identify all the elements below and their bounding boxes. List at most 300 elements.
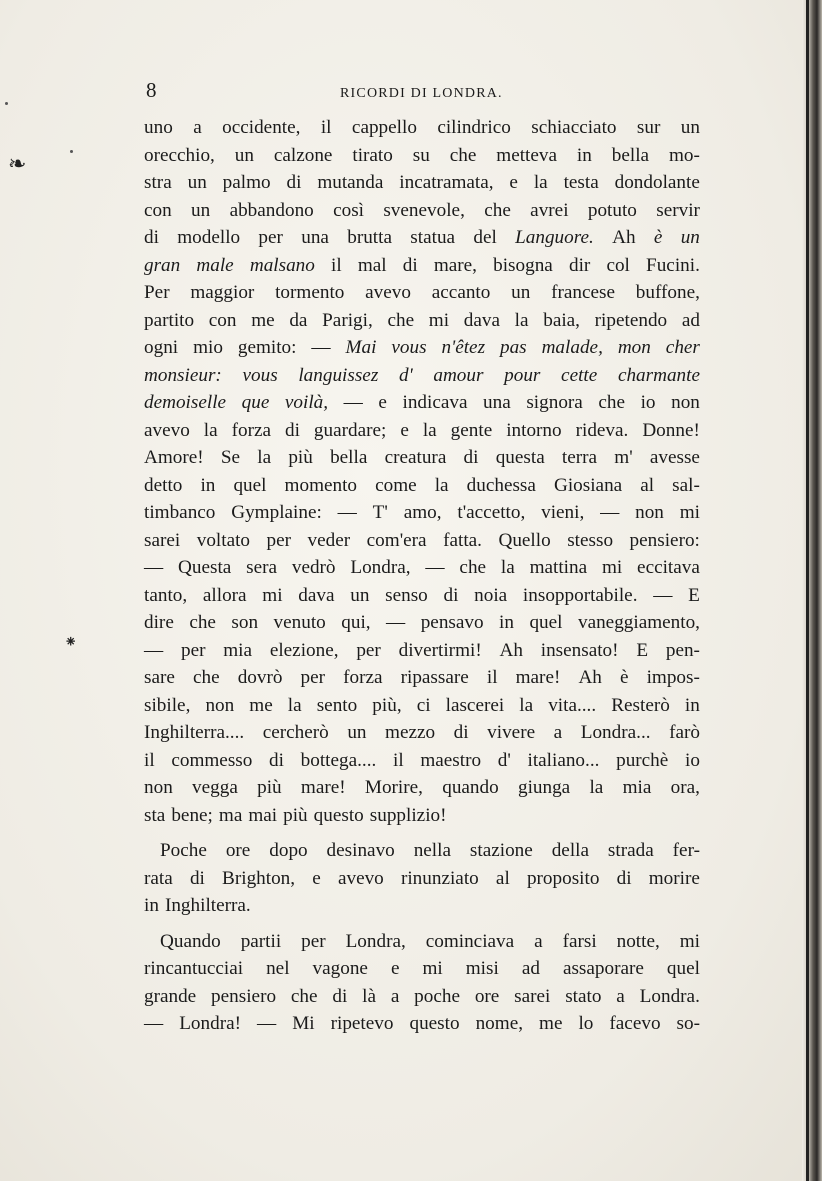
word: servir: [656, 199, 700, 221]
text-line: [144, 224, 700, 252]
word: ore: [474, 985, 500, 1007]
text-line: [144, 692, 700, 720]
word: noia: [474, 584, 508, 606]
word: in: [684, 694, 700, 716]
word: pensiero: [211, 985, 277, 1007]
word: Morire,: [364, 777, 423, 798]
word: non: [671, 392, 700, 413]
word: di: [616, 867, 632, 889]
word: cette: [561, 364, 598, 386]
word: senso: [385, 584, 428, 606]
word: avevo: [144, 419, 190, 441]
margin-ink-mark: ❧: [8, 152, 27, 177]
word: il: [331, 254, 342, 276]
paragraph-gap: [144, 920, 700, 928]
word: un: [350, 584, 370, 606]
word: Amore!: [144, 447, 204, 468]
word: avesse: [649, 447, 700, 468]
word: e: [509, 172, 518, 193]
word: m': [614, 447, 633, 468]
word: che: [598, 392, 626, 413]
word: facevo: [609, 1013, 661, 1034]
word: di: [144, 227, 159, 248]
book-spine: [802, 0, 822, 1181]
word: di: [269, 749, 284, 771]
word: terra: [561, 447, 598, 468]
word: che: [449, 144, 477, 166]
word: questa: [495, 447, 545, 468]
word: que: [241, 392, 270, 413]
word: la: [589, 777, 604, 798]
word: sento: [316, 694, 358, 716]
word: stato: [565, 985, 602, 1007]
word: su: [412, 144, 430, 166]
word: Inghilterra.: [164, 895, 251, 916]
word: quando: [442, 777, 499, 798]
word: bene;: [171, 804, 213, 826]
word: ci: [416, 694, 431, 716]
word: Parigi,: [322, 309, 373, 331]
word: duchessa: [466, 474, 536, 496]
word: —: [257, 1013, 277, 1034]
text-line: [144, 983, 700, 1011]
word: assaporare: [562, 958, 644, 979]
word: un: [680, 117, 700, 138]
text-line: [144, 554, 700, 582]
word: un: [234, 144, 254, 166]
word: la: [203, 419, 218, 441]
word: la: [434, 474, 449, 496]
word: supplizio!: [369, 804, 447, 826]
word: quel: [666, 958, 700, 979]
running-title: RICORDI DI LONDRA.: [340, 86, 503, 101]
word: con: [208, 309, 237, 331]
paragraph-gap: [144, 829, 700, 837]
word: nel: [266, 958, 290, 979]
word: ogni: [144, 337, 179, 358]
word: Londra...: [580, 722, 651, 743]
word: rinunziato: [400, 867, 479, 889]
word: male: [196, 254, 234, 276]
text-line: [144, 664, 700, 692]
word: —: [311, 337, 331, 358]
word: mi: [262, 584, 283, 606]
word: pen-: [665, 639, 700, 661]
word: me: [249, 694, 273, 716]
word: svenevole,: [383, 199, 465, 221]
word: gemito:: [237, 337, 297, 358]
word: proposito: [526, 867, 600, 889]
word: avrei: [530, 199, 569, 221]
word: calzone: [273, 144, 333, 166]
word: ripetendo: [594, 309, 668, 331]
word: sibile,: [144, 694, 191, 716]
word: Mi: [292, 1013, 315, 1034]
word: forza: [231, 419, 272, 441]
word: abbandono: [229, 199, 314, 221]
word: mare!: [515, 667, 561, 688]
word: so-: [676, 1013, 700, 1034]
word: avevo: [365, 282, 411, 303]
word: maggior: [190, 282, 255, 303]
word: —: [600, 502, 620, 523]
word: vaneggiamento,: [577, 612, 700, 633]
word: quel: [529, 612, 563, 633]
word: Quello: [498, 529, 551, 551]
word: bella: [611, 144, 650, 166]
word: statua: [410, 227, 456, 248]
word: non: [144, 777, 173, 798]
word: Quando: [160, 930, 221, 952]
word: demoiselle: [144, 392, 227, 413]
word: cher: [665, 337, 700, 358]
text-line: [144, 334, 700, 362]
word: sarei: [144, 529, 181, 551]
word: francese: [551, 282, 616, 303]
text-line: [144, 142, 700, 170]
text-line: [144, 472, 700, 500]
word: del: [473, 227, 497, 248]
word: Ah: [578, 667, 602, 688]
text-line: [144, 499, 700, 527]
word: farsi: [562, 930, 597, 952]
word: al: [495, 867, 510, 889]
word: baia,: [543, 309, 580, 331]
word: eccitava: [637, 557, 700, 578]
word: in: [499, 612, 514, 633]
word: la: [533, 172, 548, 193]
word: bottega....: [300, 749, 377, 771]
word: palmo: [222, 172, 271, 193]
word: momento: [284, 474, 358, 496]
word: che: [192, 667, 220, 688]
word: mare!: [300, 777, 346, 798]
word: pour: [504, 364, 541, 386]
word: un: [511, 282, 531, 303]
word: di: [443, 584, 459, 606]
word: mare,: [433, 254, 477, 276]
word: dir: [568, 254, 591, 276]
word: mi: [679, 502, 700, 523]
word: d': [398, 364, 413, 386]
word: bisogna: [493, 254, 553, 276]
word: dava: [298, 584, 335, 606]
word: fer-: [672, 840, 700, 861]
word: Londra!: [179, 1013, 241, 1034]
word: mezzo: [385, 722, 436, 743]
text-line: [144, 802, 700, 830]
word: come: [375, 474, 417, 496]
word: n'êtez: [441, 337, 486, 358]
word: a: [193, 117, 202, 138]
text-line: [144, 169, 700, 197]
word: —: [653, 584, 673, 606]
word: vita....: [548, 694, 597, 716]
text-line: [144, 582, 700, 610]
word: vedrò: [291, 557, 336, 578]
word: sera: [246, 557, 278, 578]
word: per: [180, 639, 206, 661]
text-line: [144, 1010, 700, 1038]
word: a: [616, 985, 625, 1007]
word: cominciava: [425, 930, 515, 952]
text-line: [144, 609, 700, 637]
word: gente: [450, 419, 493, 441]
word: creatura: [384, 447, 447, 468]
text-line: [144, 279, 700, 307]
word: potuto: [587, 199, 637, 221]
word: di: [286, 172, 302, 193]
word: Gymplaine:: [231, 502, 322, 523]
page-header: [146, 74, 702, 106]
word: mon: [617, 337, 651, 358]
word: ad: [681, 309, 700, 331]
word: Fucini.: [646, 254, 700, 276]
text-line: [144, 928, 700, 956]
word: E: [688, 584, 700, 606]
word: metteva: [496, 144, 558, 166]
word: amour: [433, 364, 484, 386]
text-line: [144, 719, 700, 747]
word: per: [301, 930, 326, 952]
word: vieni,: [541, 502, 585, 523]
word: che: [484, 199, 511, 221]
word: io: [640, 392, 656, 413]
word: modello: [177, 227, 241, 248]
word: nome,: [475, 1013, 524, 1034]
word: là: [362, 985, 376, 1007]
word: ripassare: [400, 667, 469, 688]
word: Questa: [178, 557, 232, 578]
text-line: [144, 955, 700, 983]
word: sta: [144, 804, 166, 826]
body-text: [144, 114, 700, 1038]
word: di: [285, 419, 300, 441]
word: tormento: [275, 282, 345, 303]
word: pensiero:: [629, 529, 700, 551]
word: son: [231, 612, 259, 633]
word: è: [653, 227, 663, 248]
word: Giosiana: [553, 474, 623, 496]
word: ora,: [670, 777, 700, 798]
text-line: [144, 747, 700, 775]
word: della: [551, 840, 589, 861]
word: vous: [391, 337, 427, 358]
word: sur: [636, 117, 661, 138]
word: Languore.: [515, 227, 594, 248]
word: la: [257, 447, 272, 468]
word: Inghilterra....: [144, 722, 245, 743]
text-line: [144, 389, 700, 417]
word: strada: [607, 840, 654, 861]
spine-shadow-line: [806, 0, 809, 1181]
word: ripetevo: [330, 1013, 394, 1034]
word: mi: [679, 930, 700, 952]
word: grande: [144, 985, 197, 1007]
word: dondolante: [614, 172, 700, 193]
text-line: [144, 252, 700, 280]
word: non: [635, 502, 664, 523]
word: Resterò: [611, 694, 670, 716]
word: Londra.: [639, 985, 700, 1007]
word: ore: [225, 840, 251, 861]
paper-speck: [5, 102, 8, 105]
word: e: [390, 958, 400, 979]
word: cappello: [351, 117, 417, 138]
word: Ah: [499, 639, 523, 661]
text-line: [144, 527, 700, 555]
word: che: [387, 309, 415, 331]
word: di: [189, 867, 205, 889]
word: di: [402, 254, 418, 276]
word: la: [422, 419, 437, 441]
word: dire: [144, 612, 174, 633]
word: allora: [202, 584, 247, 606]
word: Se: [220, 447, 241, 468]
text-line: [144, 774, 700, 802]
word: vivere: [487, 722, 536, 743]
word: col: [606, 254, 630, 276]
word: monsieur:: [144, 364, 222, 386]
word: indicava: [402, 392, 468, 413]
word: mutanda: [317, 172, 384, 193]
word: di: [463, 447, 479, 468]
word: al: [640, 474, 655, 496]
word: di: [332, 985, 348, 1007]
word: farò: [669, 722, 700, 743]
word: più,: [372, 694, 402, 716]
word: non: [205, 694, 235, 716]
word: commesso: [171, 749, 253, 771]
word: insopportabile.: [522, 584, 638, 606]
word: il: [486, 667, 498, 688]
word: che: [189, 612, 216, 633]
word: ma: [218, 804, 243, 826]
word: Londra,: [345, 930, 406, 952]
word: dovrò: [237, 667, 283, 688]
word: questo: [313, 804, 364, 826]
word: fatta.: [443, 529, 482, 551]
word: —: [386, 612, 406, 633]
word: Per: [144, 282, 170, 303]
word: venuto: [273, 612, 326, 633]
word: —: [337, 502, 357, 523]
word: mio: [193, 337, 223, 358]
word: vegga: [192, 777, 238, 798]
word: mia: [622, 777, 652, 798]
word: dopo: [269, 840, 308, 861]
word: mattina: [529, 557, 588, 578]
text-line: [144, 444, 700, 472]
word: stesso: [567, 529, 614, 551]
word: un: [680, 227, 700, 248]
word: rideva.: [575, 419, 629, 441]
word: languissez: [298, 364, 379, 386]
word: mi: [601, 557, 623, 578]
word: occidente,: [222, 117, 301, 138]
word: e: [378, 392, 387, 413]
word: charmante: [617, 364, 700, 386]
word: italiano...: [527, 749, 600, 771]
word: una: [483, 392, 511, 413]
text-line: [144, 197, 700, 225]
word: cercherò: [262, 722, 329, 743]
word: —: [144, 1013, 164, 1034]
word: in: [144, 895, 159, 916]
word: E: [636, 639, 649, 661]
word: ad: [521, 958, 540, 979]
word: poche: [414, 985, 460, 1007]
word: mai: [248, 804, 278, 826]
word: e: [312, 867, 321, 889]
word: timbanco: [144, 502, 216, 523]
word: la: [287, 694, 302, 716]
word: più: [288, 447, 313, 468]
paper-speck: [70, 150, 73, 153]
word: d': [497, 749, 511, 771]
word: sare: [144, 667, 175, 688]
word: notte,: [616, 930, 660, 952]
page-number: 8: [146, 78, 157, 102]
word: bella: [330, 447, 368, 468]
word: mal: [357, 254, 387, 276]
word: —: [144, 639, 164, 661]
word: forza: [343, 667, 383, 688]
word: quel: [233, 474, 267, 496]
word: dava: [463, 309, 500, 331]
word: Donne!: [642, 419, 700, 441]
word: avevo: [337, 867, 384, 889]
word: rincantucciai: [144, 958, 244, 979]
word: qui,: [341, 612, 371, 633]
word: misi: [465, 958, 499, 979]
word: a: [390, 985, 400, 1007]
word: e: [400, 419, 409, 441]
word: orecchio,: [144, 144, 215, 166]
word: il: [144, 749, 155, 771]
word: intorno: [506, 419, 562, 441]
word: gran: [144, 254, 181, 276]
word: così: [333, 199, 365, 221]
word: stra: [144, 172, 172, 193]
word: più: [257, 777, 282, 798]
text-line: [144, 362, 700, 390]
word: nella: [413, 840, 451, 861]
word: un: [191, 199, 211, 221]
word: la: [514, 309, 529, 331]
word: Londra,: [350, 557, 411, 578]
word: voilà,: [284, 392, 329, 413]
word: Brighton,: [222, 867, 296, 889]
word: pas: [499, 337, 527, 358]
word: un: [187, 172, 207, 193]
word: veder: [307, 529, 351, 551]
word: lo: [578, 1013, 594, 1034]
word: detto: [144, 474, 183, 496]
margin-ink-speck: ⁕: [64, 632, 78, 651]
word: malade,: [541, 337, 603, 358]
word: io: [684, 749, 700, 771]
word: me: [539, 1013, 563, 1034]
word: guardare;: [313, 419, 387, 441]
word: per: [356, 639, 381, 661]
word: il: [320, 117, 332, 138]
word: amo,: [403, 502, 442, 523]
word: impos-: [646, 667, 700, 688]
word: malsano: [249, 254, 315, 276]
word: partito: [144, 309, 195, 331]
word: —: [343, 392, 363, 413]
